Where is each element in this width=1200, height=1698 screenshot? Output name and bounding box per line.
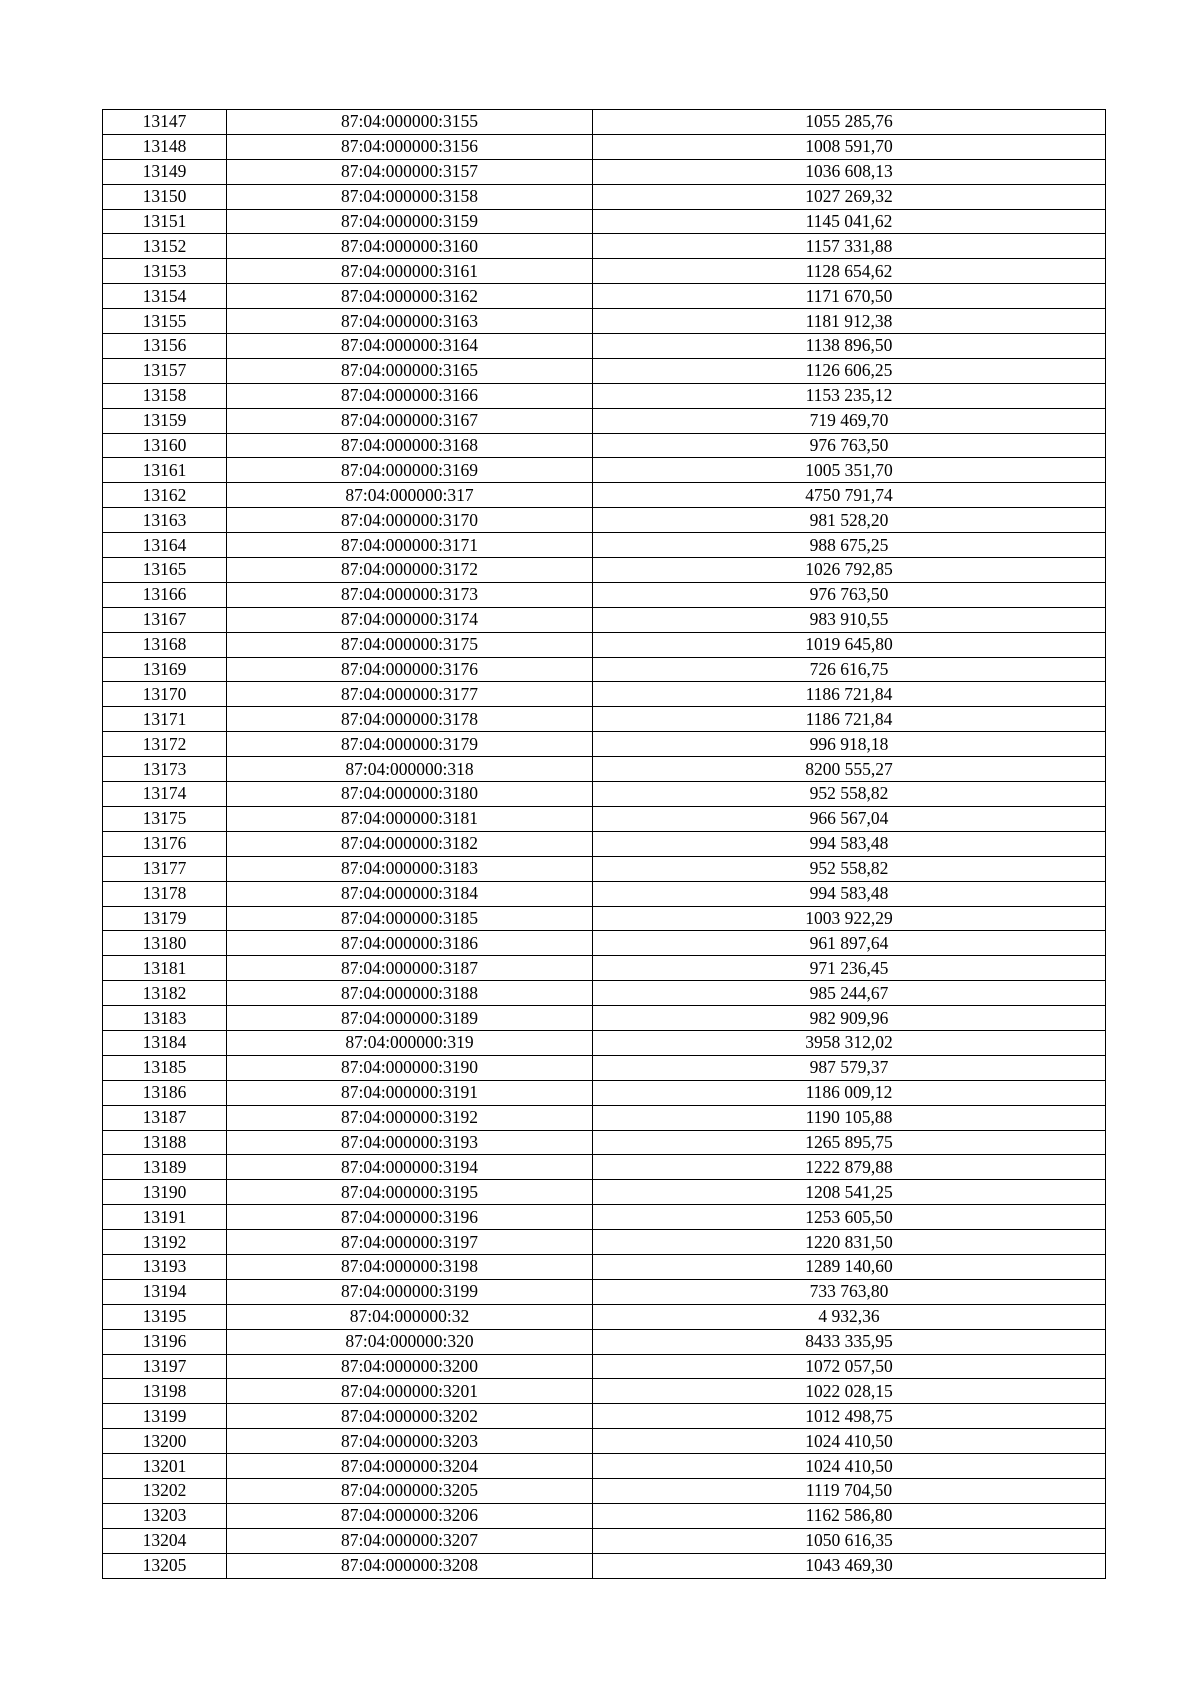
cadastral-value-cell: 1190 105,88 [593, 1105, 1106, 1130]
row-number-cell: 13175 [103, 806, 227, 831]
cadastral-number-cell: 87:04:000000:3166 [227, 383, 593, 408]
row-number-cell: 13158 [103, 383, 227, 408]
row-number-cell: 13201 [103, 1454, 227, 1479]
cadastral-value-cell: 1289 140,60 [593, 1254, 1106, 1279]
row-number-cell: 13203 [103, 1503, 227, 1528]
table-row [103, 906, 1106, 931]
cadastral-value-cell: 1055 285,76 [593, 110, 1106, 135]
row-number-cell: 13178 [103, 881, 227, 906]
cadastral-value-cell: 1128 654,62 [593, 259, 1106, 284]
row-number-cell: 13161 [103, 458, 227, 483]
cadastral-number-cell: 87:04:000000:3180 [227, 782, 593, 807]
table-row [103, 184, 1106, 209]
cadastral-number-cell: 87:04:000000:3155 [227, 110, 593, 135]
table-row [103, 657, 1106, 682]
table-row [103, 757, 1106, 782]
row-number-cell: 13167 [103, 607, 227, 632]
cadastral-number-cell: 87:04:000000:3186 [227, 931, 593, 956]
table-row [103, 881, 1106, 906]
table-row [103, 856, 1106, 881]
table-row [103, 1230, 1106, 1255]
table-row [103, 1478, 1106, 1503]
cadastral-number-cell: 87:04:000000:3161 [227, 259, 593, 284]
cadastral-number-cell: 87:04:000000:3206 [227, 1503, 593, 1528]
cadastral-number-cell: 87:04:000000:3176 [227, 657, 593, 682]
cadastral-value-cell: 976 763,50 [593, 433, 1106, 458]
row-number-cell: 13171 [103, 707, 227, 732]
row-number-cell: 13177 [103, 856, 227, 881]
row-number-cell: 13181 [103, 956, 227, 981]
row-number-cell: 13153 [103, 259, 227, 284]
row-number-cell: 13147 [103, 110, 227, 135]
cadastral-value-cell: 1186 721,84 [593, 682, 1106, 707]
cadastral-number-cell: 87:04:000000:3158 [227, 184, 593, 209]
row-number-cell: 13187 [103, 1105, 227, 1130]
row-number-cell: 13148 [103, 134, 227, 159]
cadastral-number-cell: 87:04:000000:3201 [227, 1379, 593, 1404]
row-number-cell: 13188 [103, 1130, 227, 1155]
cadastral-value-cell: 987 579,37 [593, 1055, 1106, 1080]
table-row [103, 508, 1106, 533]
cadastral-value-cell: 1153 235,12 [593, 383, 1106, 408]
row-number-cell: 13154 [103, 284, 227, 309]
table-row [103, 582, 1106, 607]
cadastral-number-cell: 87:04:000000:319 [227, 1030, 593, 1055]
row-number-cell: 13179 [103, 906, 227, 931]
row-number-cell: 13162 [103, 483, 227, 508]
cadastral-value-cell: 1208 541,25 [593, 1180, 1106, 1205]
table-row [103, 1354, 1106, 1379]
cadastral-value-cell: 3958 312,02 [593, 1030, 1106, 1055]
table-row [103, 831, 1106, 856]
cadastral-number-cell: 87:04:000000:3202 [227, 1404, 593, 1429]
cadastral-number-cell: 87:04:000000:3162 [227, 284, 593, 309]
row-number-cell: 13166 [103, 582, 227, 607]
table-row [103, 309, 1106, 334]
cadastral-number-cell: 87:04:000000:3187 [227, 956, 593, 981]
row-number-cell: 13189 [103, 1155, 227, 1180]
table-row [103, 806, 1106, 831]
table-row [103, 159, 1106, 184]
cadastral-number-cell: 87:04:000000:3197 [227, 1230, 593, 1255]
cadastral-value-cell: 1220 831,50 [593, 1230, 1106, 1255]
row-number-cell: 13180 [103, 931, 227, 956]
row-number-cell: 13190 [103, 1180, 227, 1205]
cadastral-value-cell: 4750 791,74 [593, 483, 1106, 508]
cadastral-value-cell: 1157 331,88 [593, 234, 1106, 259]
table-row [103, 334, 1106, 359]
cadastral-number-cell: 87:04:000000:3205 [227, 1478, 593, 1503]
row-number-cell: 13204 [103, 1528, 227, 1553]
cadastral-number-cell: 87:04:000000:3200 [227, 1354, 593, 1379]
cadastral-value-cell: 1119 704,50 [593, 1478, 1106, 1503]
table-row [103, 1205, 1106, 1230]
cadastral-number-cell: 87:04:000000:3171 [227, 533, 593, 558]
cadastral-number-cell: 87:04:000000:317 [227, 483, 593, 508]
cadastral-value-cell: 1005 351,70 [593, 458, 1106, 483]
row-number-cell: 13197 [103, 1354, 227, 1379]
row-number-cell: 13164 [103, 533, 227, 558]
cadastral-number-cell: 87:04:000000:3163 [227, 309, 593, 334]
cadastral-value-cell: 1253 605,50 [593, 1205, 1106, 1230]
cadastral-number-cell: 87:04:000000:3167 [227, 408, 593, 433]
table-row [103, 682, 1106, 707]
cadastral-number-cell: 87:04:000000:3156 [227, 134, 593, 159]
cadastral-value-cell: 961 897,64 [593, 931, 1106, 956]
row-number-cell: 13157 [103, 358, 227, 383]
cadastral-value-cell: 1072 057,50 [593, 1354, 1106, 1379]
table-row [103, 533, 1106, 558]
cadastral-value-cell: 976 763,50 [593, 582, 1106, 607]
row-number-cell: 13170 [103, 682, 227, 707]
cadastral-number-cell: 87:04:000000:318 [227, 757, 593, 782]
cadastral-number-cell: 87:04:000000:3181 [227, 806, 593, 831]
cadastral-value-cell: 1171 670,50 [593, 284, 1106, 309]
cadastral-number-cell: 87:04:000000:3159 [227, 209, 593, 234]
table-row [103, 1304, 1106, 1329]
table-row [103, 1030, 1106, 1055]
table-row [103, 956, 1106, 981]
cadastral-value-cell: 1003 922,29 [593, 906, 1106, 931]
cadastral-value-cell: 994 583,48 [593, 881, 1106, 906]
cadastral-number-cell: 87:04:000000:3208 [227, 1553, 593, 1578]
cadastral-number-cell: 87:04:000000:3199 [227, 1279, 593, 1304]
table-row [103, 1055, 1106, 1080]
cadastral-number-cell: 87:04:000000:3195 [227, 1180, 593, 1205]
row-number-cell: 13200 [103, 1429, 227, 1454]
row-number-cell: 13150 [103, 184, 227, 209]
cadastral-number-cell: 87:04:000000:3207 [227, 1528, 593, 1553]
table-row [103, 632, 1106, 657]
cadastral-value-cell: 1019 645,80 [593, 632, 1106, 657]
cadastral-number-cell: 87:04:000000:3192 [227, 1105, 593, 1130]
row-number-cell: 13185 [103, 1055, 227, 1080]
row-number-cell: 13193 [103, 1254, 227, 1279]
row-number-cell: 13172 [103, 732, 227, 757]
cadastral-value-cell: 1186 721,84 [593, 707, 1106, 732]
cadastral-value-cell: 1012 498,75 [593, 1404, 1106, 1429]
table-row [103, 110, 1106, 135]
table-row [103, 1429, 1106, 1454]
cadastral-number-cell: 87:04:000000:3185 [227, 906, 593, 931]
row-number-cell: 13198 [103, 1379, 227, 1404]
cadastral-number-cell: 87:04:000000:3168 [227, 433, 593, 458]
row-number-cell: 13199 [103, 1404, 227, 1429]
cadastral-value-cell: 1222 879,88 [593, 1155, 1106, 1180]
cadastral-number-cell: 87:04:000000:3164 [227, 334, 593, 359]
table-row [103, 1254, 1106, 1279]
cadastral-number-cell: 87:04:000000:3203 [227, 1429, 593, 1454]
table-row [103, 1006, 1106, 1031]
table-row [103, 1080, 1106, 1105]
table-row [103, 358, 1106, 383]
cadastral-number-cell: 87:04:000000:3175 [227, 632, 593, 657]
cadastral-value-cell: 1036 608,13 [593, 159, 1106, 184]
cadastral-value-cell: 1008 591,70 [593, 134, 1106, 159]
table-row [103, 408, 1106, 433]
row-number-cell: 13151 [103, 209, 227, 234]
table-row [103, 209, 1106, 234]
cadastral-number-cell: 87:04:000000:3204 [227, 1454, 593, 1479]
table-row [103, 1105, 1106, 1130]
cadastral-value-cell: 1126 606,25 [593, 358, 1106, 383]
cadastral-number-cell: 87:04:000000:3170 [227, 508, 593, 533]
cadastral-number-cell: 87:04:000000:3183 [227, 856, 593, 881]
cadastral-value-cell: 733 763,80 [593, 1279, 1106, 1304]
cadastral-value-cell: 996 918,18 [593, 732, 1106, 757]
table-row [103, 1503, 1106, 1528]
cadastral-number-cell: 87:04:000000:3188 [227, 981, 593, 1006]
table-row [103, 607, 1106, 632]
cadastral-value-cell: 8433 335,95 [593, 1329, 1106, 1354]
table-row [103, 782, 1106, 807]
table-row [103, 383, 1106, 408]
row-number-cell: 13176 [103, 831, 227, 856]
cadastral-value-cell: 1162 586,80 [593, 1503, 1106, 1528]
table-row [103, 732, 1106, 757]
cadastral-value-cell: 1022 028,15 [593, 1379, 1106, 1404]
cadastral-number-cell: 87:04:000000:32 [227, 1304, 593, 1329]
cadastral-number-cell: 87:04:000000:3198 [227, 1254, 593, 1279]
table-row [103, 1130, 1106, 1155]
row-number-cell: 13169 [103, 657, 227, 682]
cadastral-value-cell: 1027 269,32 [593, 184, 1106, 209]
row-number-cell: 13165 [103, 558, 227, 583]
table-row [103, 1404, 1106, 1429]
row-number-cell: 13196 [103, 1329, 227, 1354]
row-number-cell: 13159 [103, 408, 227, 433]
row-number-cell: 13192 [103, 1230, 227, 1255]
cadastral-value-cell: 1265 895,75 [593, 1130, 1106, 1155]
row-number-cell: 13183 [103, 1006, 227, 1031]
cadastral-value-cell: 719 469,70 [593, 408, 1106, 433]
row-number-cell: 13174 [103, 782, 227, 807]
cadastral-number-cell: 87:04:000000:3172 [227, 558, 593, 583]
row-number-cell: 13155 [103, 309, 227, 334]
table-body [103, 110, 1106, 1579]
table-row [103, 433, 1106, 458]
cadastral-value-cell: 1024 410,50 [593, 1454, 1106, 1479]
row-number-cell: 13173 [103, 757, 227, 782]
row-number-cell: 13182 [103, 981, 227, 1006]
cadastral-number-cell: 87:04:000000:3165 [227, 358, 593, 383]
cadastral-value-cell: 1186 009,12 [593, 1080, 1106, 1105]
cadastral-value-cell: 1043 469,30 [593, 1553, 1106, 1578]
cadastral-value-cell: 966 567,04 [593, 806, 1106, 831]
table-row [103, 483, 1106, 508]
cadastral-number-cell: 87:04:000000:3189 [227, 1006, 593, 1031]
cadastral-value-cell: 982 909,96 [593, 1006, 1106, 1031]
cadastral-number-cell: 87:04:000000:3160 [227, 234, 593, 259]
cadastral-value-cell: 1145 041,62 [593, 209, 1106, 234]
cadastral-value-cell: 726 616,75 [593, 657, 1106, 682]
row-number-cell: 13152 [103, 234, 227, 259]
cadastral-number-cell: 87:04:000000:3174 [227, 607, 593, 632]
cadastral-number-cell: 87:04:000000:3173 [227, 582, 593, 607]
table-row [103, 1528, 1106, 1553]
cadastral-number-cell: 87:04:000000:3190 [227, 1055, 593, 1080]
cadastral-number-cell: 87:04:000000:3177 [227, 682, 593, 707]
row-number-cell: 13195 [103, 1304, 227, 1329]
table-row [103, 1180, 1106, 1205]
cadastral-number-cell: 87:04:000000:3191 [227, 1080, 593, 1105]
cadastral-value-cell: 983 910,55 [593, 607, 1106, 632]
cadastral-number-cell: 87:04:000000:3182 [227, 831, 593, 856]
cadastral-number-cell: 87:04:000000:3193 [227, 1130, 593, 1155]
cadastral-value-cell: 1024 410,50 [593, 1429, 1106, 1454]
row-number-cell: 13205 [103, 1553, 227, 1578]
table-row [103, 1155, 1106, 1180]
row-number-cell: 13191 [103, 1205, 227, 1230]
row-number-cell: 13194 [103, 1279, 227, 1304]
table-row [103, 234, 1106, 259]
cadastral-number-cell: 87:04:000000:3178 [227, 707, 593, 732]
row-number-cell: 13163 [103, 508, 227, 533]
cadastral-value-cell: 1181 912,38 [593, 309, 1106, 334]
cadastral-value-cell: 952 558,82 [593, 782, 1106, 807]
cadastral-value-table [102, 109, 1106, 1579]
table-row [103, 458, 1106, 483]
cadastral-value-cell: 4 932,36 [593, 1304, 1106, 1329]
cadastral-value-cell: 971 236,45 [593, 956, 1106, 981]
table-row [103, 707, 1106, 732]
cadastral-number-cell: 87:04:000000:3157 [227, 159, 593, 184]
table-row [103, 259, 1106, 284]
row-number-cell: 13184 [103, 1030, 227, 1055]
cadastral-number-cell: 87:04:000000:320 [227, 1329, 593, 1354]
row-number-cell: 13160 [103, 433, 227, 458]
cadastral-number-cell: 87:04:000000:3184 [227, 881, 593, 906]
table-row [103, 284, 1106, 309]
cadastral-value-cell: 8200 555,27 [593, 757, 1106, 782]
table-row [103, 1454, 1106, 1479]
cadastral-value-cell: 1138 896,50 [593, 334, 1106, 359]
cadastral-number-cell: 87:04:000000:3179 [227, 732, 593, 757]
cadastral-value-cell: 1026 792,85 [593, 558, 1106, 583]
cadastral-value-cell: 988 675,25 [593, 533, 1106, 558]
cadastral-number-cell: 87:04:000000:3169 [227, 458, 593, 483]
cadastral-number-cell: 87:04:000000:3194 [227, 1155, 593, 1180]
table-row [103, 134, 1106, 159]
table-row [103, 981, 1106, 1006]
table-row [103, 1329, 1106, 1354]
table-row [103, 1279, 1106, 1304]
cadastral-value-cell: 952 558,82 [593, 856, 1106, 881]
row-number-cell: 13156 [103, 334, 227, 359]
cadastral-number-cell: 87:04:000000:3196 [227, 1205, 593, 1230]
cadastral-value-cell: 1050 616,35 [593, 1528, 1106, 1553]
row-number-cell: 13168 [103, 632, 227, 657]
table-row [103, 558, 1106, 583]
row-number-cell: 13186 [103, 1080, 227, 1105]
table-row [103, 931, 1106, 956]
row-number-cell: 13202 [103, 1478, 227, 1503]
cadastral-value-cell: 994 583,48 [593, 831, 1106, 856]
table-row [103, 1379, 1106, 1404]
table-row [103, 1553, 1106, 1578]
row-number-cell: 13149 [103, 159, 227, 184]
cadastral-value-cell: 985 244,67 [593, 981, 1106, 1006]
cadastral-value-cell: 981 528,20 [593, 508, 1106, 533]
